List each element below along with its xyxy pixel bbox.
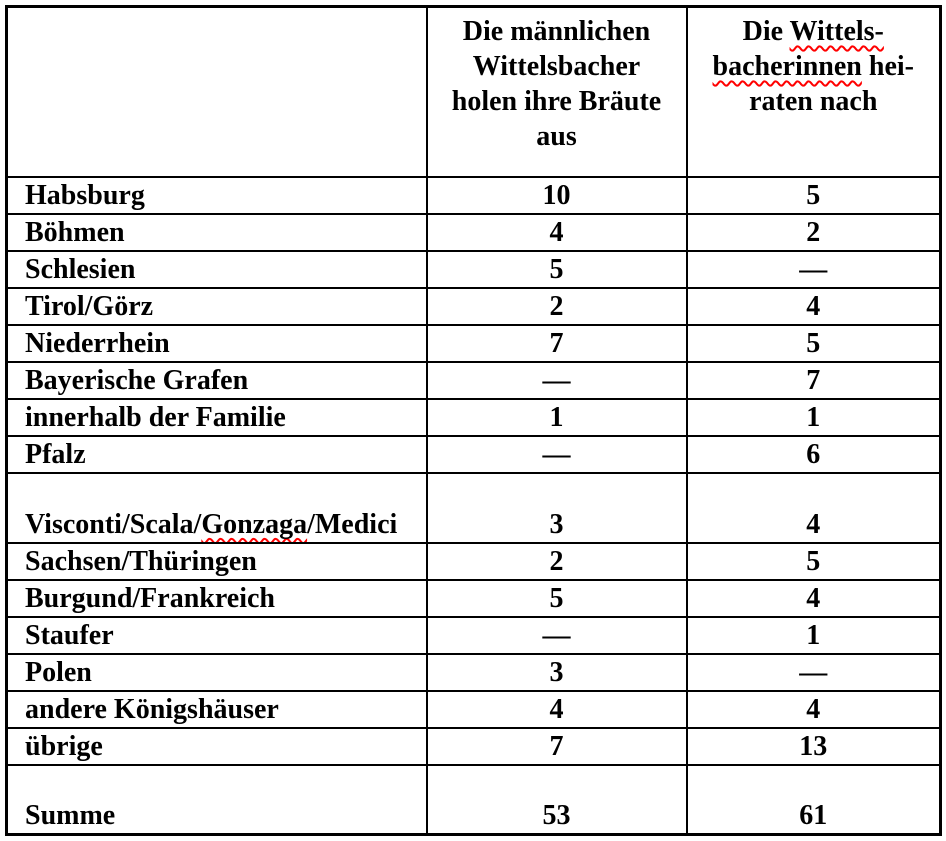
header-col-female-line: raten nach bbox=[749, 86, 878, 117]
row-label-cell bbox=[7, 251, 427, 288]
male-count-cell: 3 bbox=[427, 473, 687, 543]
female-count-cell: — bbox=[687, 251, 941, 288]
male-count-cell: 3 bbox=[427, 654, 687, 691]
row-label: Burgund/Frankreich bbox=[25, 582, 275, 614]
male-count-cell: 7 bbox=[427, 728, 687, 765]
row-label-cell bbox=[7, 617, 427, 654]
female-count-cell: 4 bbox=[687, 473, 941, 543]
row-label-cell bbox=[7, 214, 427, 251]
row-label: Tirol/Görz bbox=[25, 290, 154, 322]
header-col-male-line: Wittelsbacher bbox=[472, 51, 641, 82]
row-label-cell bbox=[7, 473, 427, 543]
misspelled-word: Wittels- bbox=[789, 16, 884, 47]
table-row bbox=[7, 177, 941, 214]
female-count-cell: 4 bbox=[687, 580, 941, 617]
female-count-cell: 13 bbox=[687, 728, 941, 765]
row-label: andere Königshäuser bbox=[25, 693, 279, 725]
row-label-cell bbox=[7, 543, 427, 580]
header-col-female-line bbox=[688, 14, 940, 49]
row-label: Summe bbox=[25, 800, 116, 831]
table-row bbox=[7, 251, 941, 288]
table-row bbox=[7, 728, 941, 765]
row-label-cell bbox=[7, 399, 427, 436]
row-label-cell bbox=[7, 288, 427, 325]
header-text: hei- bbox=[861, 51, 914, 82]
female-count-cell: 2 bbox=[687, 214, 941, 251]
female-count-cell: 6 bbox=[687, 436, 941, 473]
male-count-cell: 5 bbox=[427, 251, 687, 288]
row-label: Habsburg bbox=[25, 179, 145, 211]
row-label: Schlesien bbox=[25, 253, 136, 285]
header-col-female-line bbox=[688, 49, 940, 84]
female-count-cell: 4 bbox=[687, 288, 941, 325]
female-count-cell: 7 bbox=[687, 362, 941, 399]
table-row bbox=[7, 473, 941, 543]
female-count-cell: 61 bbox=[687, 765, 941, 835]
table-row bbox=[7, 288, 941, 325]
female-count-cell: 1 bbox=[687, 399, 941, 436]
table-row bbox=[7, 436, 941, 473]
table-row bbox=[7, 325, 941, 362]
table-row bbox=[7, 362, 941, 399]
male-count-cell: — bbox=[427, 617, 687, 654]
row-label-cell bbox=[7, 580, 427, 617]
misspelled-word: Gonzaga bbox=[201, 508, 308, 540]
table-row bbox=[7, 617, 941, 654]
table-row bbox=[7, 543, 941, 580]
table-row bbox=[7, 765, 941, 835]
row-label: Staufer bbox=[25, 619, 114, 651]
table-row bbox=[7, 214, 941, 251]
row-label-cell bbox=[7, 691, 427, 728]
row-label: /Medici bbox=[307, 508, 398, 540]
male-count-cell: 2 bbox=[427, 543, 687, 580]
female-count-cell: 5 bbox=[687, 325, 941, 362]
male-count-cell: 10 bbox=[427, 177, 687, 214]
header-col-female bbox=[687, 7, 941, 177]
male-count-cell: 53 bbox=[427, 765, 687, 835]
row-label-cell bbox=[7, 436, 427, 473]
header-col-male-line: aus bbox=[536, 121, 577, 152]
male-count-cell: 1 bbox=[427, 399, 687, 436]
table-row bbox=[7, 580, 941, 617]
male-count-cell: 5 bbox=[427, 580, 687, 617]
row-label: Böhmen bbox=[25, 216, 125, 248]
table-row bbox=[7, 399, 941, 436]
row-label: übrige bbox=[25, 730, 103, 762]
table-row bbox=[7, 691, 941, 728]
female-count-cell: 4 bbox=[687, 691, 941, 728]
row-label-cell bbox=[7, 765, 427, 835]
male-count-cell: 2 bbox=[427, 288, 687, 325]
table-body bbox=[7, 7, 941, 835]
row-label: innerhalb der Familie bbox=[25, 401, 286, 433]
row-label-cell bbox=[7, 325, 427, 362]
row-label: Pfalz bbox=[25, 438, 86, 470]
header-col-male bbox=[427, 7, 687, 177]
header-col-male-line: Die männlichen bbox=[462, 16, 651, 47]
header-col-male-line: holen ihre Bräute bbox=[451, 86, 662, 117]
row-label-cell bbox=[7, 177, 427, 214]
row-label-cell bbox=[7, 728, 427, 765]
row-label: Visconti/Scala/ bbox=[25, 508, 202, 540]
female-count-cell: 5 bbox=[687, 543, 941, 580]
row-label-cell bbox=[7, 362, 427, 399]
row-label: Bayerische Grafen bbox=[25, 364, 249, 396]
wittelsbacher-marriage-table bbox=[5, 5, 942, 836]
header-empty-cell bbox=[7, 7, 427, 177]
male-count-cell: 7 bbox=[427, 325, 687, 362]
row-label: Sachsen/Thüringen bbox=[25, 545, 257, 577]
male-count-cell: — bbox=[427, 436, 687, 473]
row-label-cell bbox=[7, 654, 427, 691]
female-count-cell: 1 bbox=[687, 617, 941, 654]
male-count-cell: 4 bbox=[427, 214, 687, 251]
row-label: Polen bbox=[25, 656, 92, 688]
female-count-cell: — bbox=[687, 654, 941, 691]
row-label: Niederrhein bbox=[25, 327, 170, 359]
table-header-row bbox=[7, 7, 941, 177]
misspelled-word: bacherinnen bbox=[712, 51, 862, 82]
female-count-cell: 5 bbox=[687, 177, 941, 214]
header-text: Die bbox=[742, 16, 790, 47]
table-row bbox=[7, 654, 941, 691]
male-count-cell: — bbox=[427, 362, 687, 399]
male-count-cell: 4 bbox=[427, 691, 687, 728]
